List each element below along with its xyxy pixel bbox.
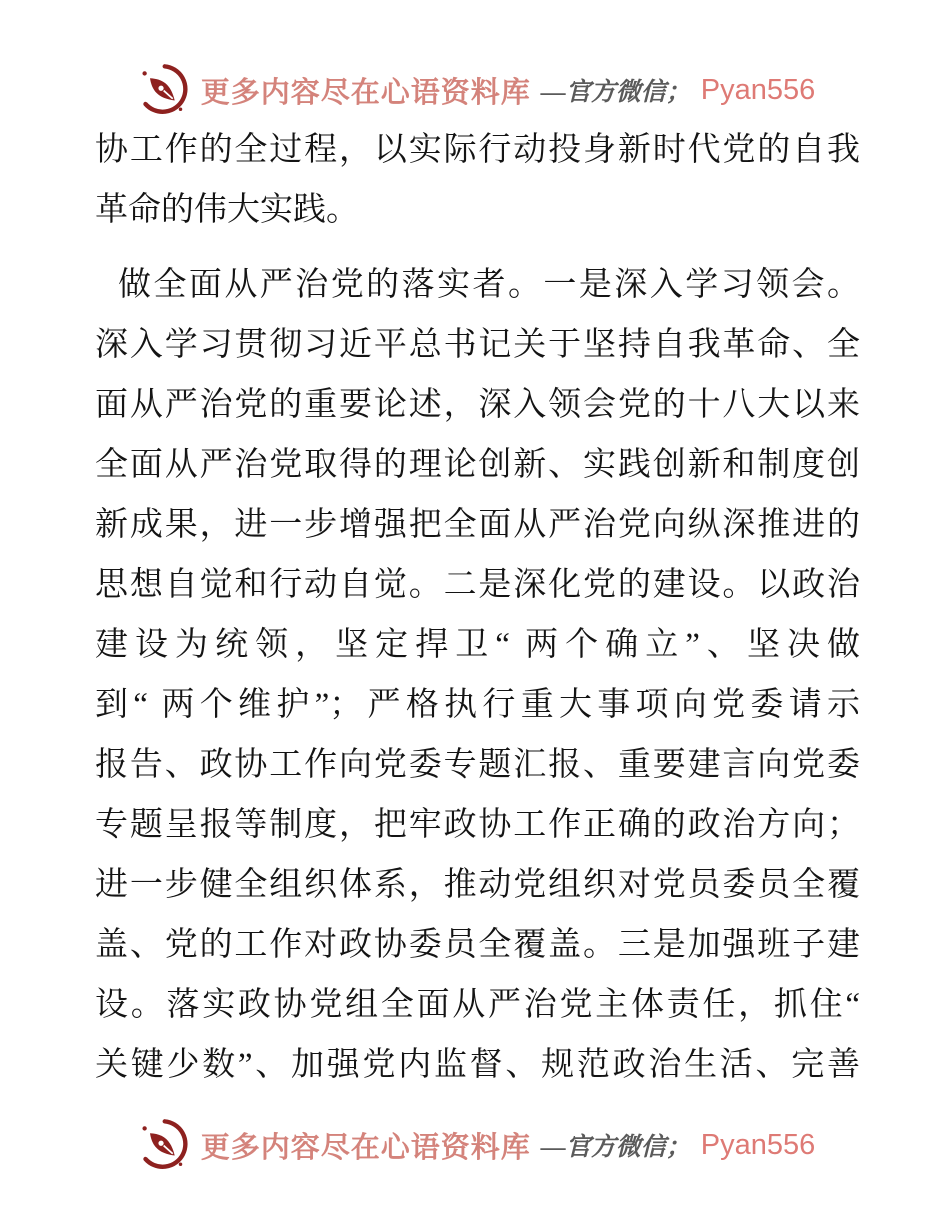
body-line: 面从严治党的重要论述，深入领会党的十八大以来 xyxy=(95,387,860,423)
paragraph xyxy=(95,120,860,240)
pen-nib-logo-icon xyxy=(135,1117,191,1173)
body-line: 到“ 两个维护”；严格执行重大事项向党委请示 xyxy=(95,687,860,723)
body-line: 思想自觉和行动自觉。二是深化党的建设。以政治 xyxy=(95,567,860,603)
body-line: 全面从严治党取得的理论创新、实践创新和制度创 xyxy=(95,447,860,483)
wechat-label-text: —官方微信； xyxy=(540,1134,691,1161)
brand-prefix-text: 更多内容尽在心语资料库 xyxy=(200,1131,531,1164)
body-line: 盖、党的工作对政协委员全覆盖。三是加强班子建 xyxy=(95,927,860,963)
body-line: 关键少数”、加强党内监督、规范政治生活、完善 xyxy=(95,1047,860,1083)
body-line: 深入学习贯彻习近平总书记关于坚持自我革命、全 xyxy=(95,327,860,363)
body-line: 新成果，进一步增强把全面从严治党向纵深推进的 xyxy=(95,507,860,543)
wechat-account-text: Pyan556 xyxy=(700,1128,816,1161)
wechat-account-text: Pyan556 xyxy=(700,73,816,106)
header-branding xyxy=(0,0,950,118)
pen-nib-logo-icon xyxy=(135,62,191,118)
body-line: 建设为统领，坚定捍卫“ 两个确立”、坚决做 xyxy=(95,627,860,663)
wechat-label-text: —官方微信； xyxy=(540,79,691,106)
body-line: 做全面从严治党的落实者。一是深入学习领会。 xyxy=(118,267,860,303)
brand-prefix-text: 更多内容尽在心语资料库 xyxy=(200,76,531,109)
footer-branding xyxy=(0,1117,950,1173)
body-line: 专题呈报等制度，把牢政协工作正确的政治方向； xyxy=(95,807,860,843)
body-line: 设。落实政协党组全面从严治党主体责任，抓住“ xyxy=(95,987,860,1023)
document-body xyxy=(95,120,860,1095)
body-line: 协工作的全过程，以实际行动投身新时代党的自我 xyxy=(95,132,860,168)
paragraph xyxy=(95,255,860,1095)
body-line: 进一步健全组织体系，推动党组织对党员委员全覆 xyxy=(95,867,860,903)
body-line: 革命的伟大实践。 xyxy=(95,192,359,228)
body-line: 报告、政协工作向党委专题汇报、重要建言向党委 xyxy=(95,747,860,783)
